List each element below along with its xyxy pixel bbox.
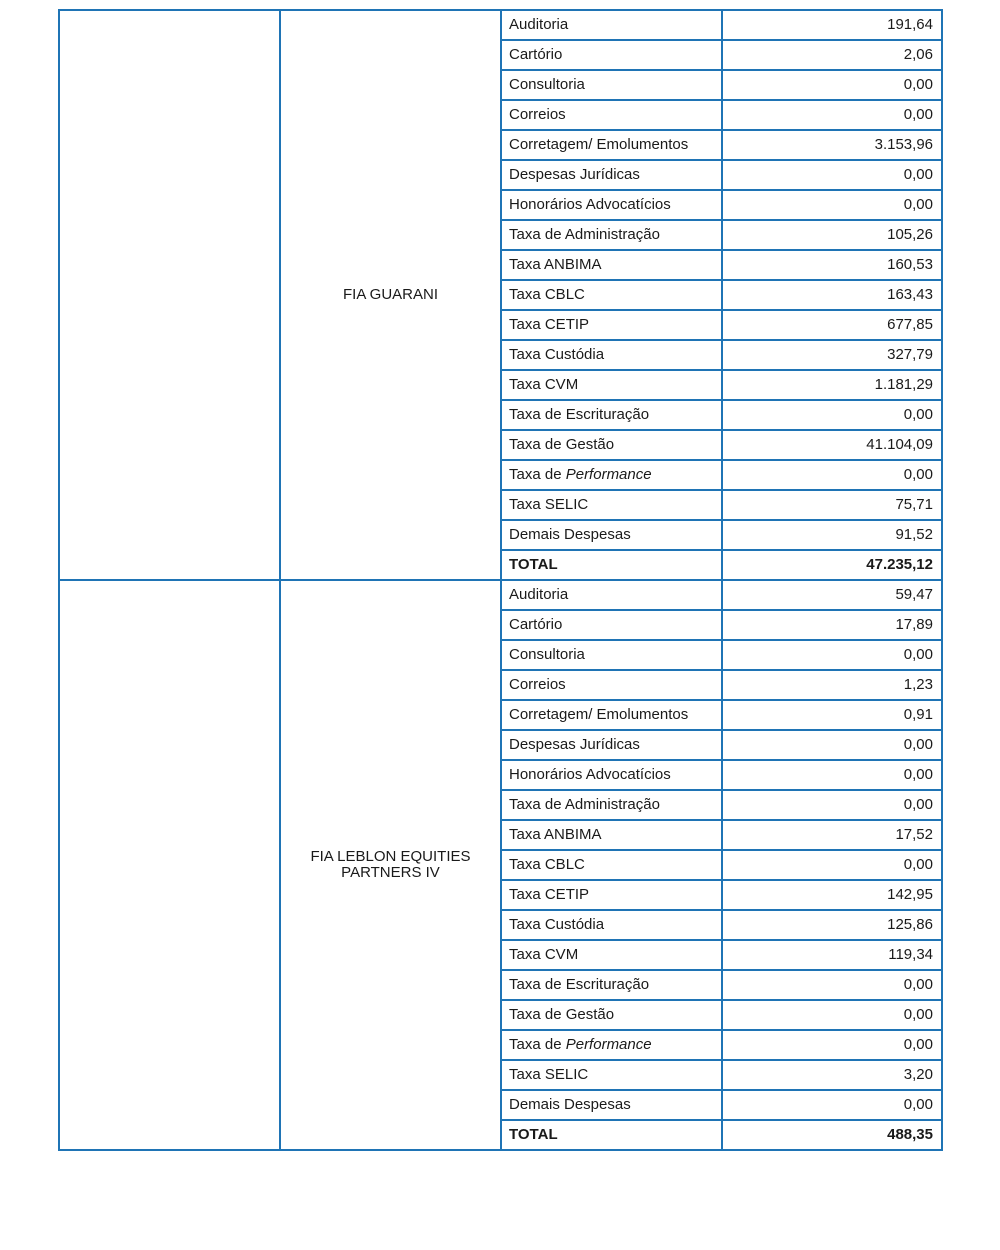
expense-value: 163,43: [722, 280, 942, 310]
expense-label-text: Demais Despesas: [509, 526, 631, 543]
expense-label: [501, 640, 722, 670]
expense-value: 0,00: [722, 70, 942, 100]
expense-label: [501, 310, 722, 340]
expense-value: 0,00: [722, 190, 942, 220]
expense-label: [501, 700, 722, 730]
expense-label: [501, 70, 722, 100]
expense-label: [501, 760, 722, 790]
expense-label: [501, 40, 722, 70]
expense-value: 0,91: [722, 700, 942, 730]
expense-value: 1,23: [722, 670, 942, 700]
expense-label-text: Auditoria: [509, 586, 569, 603]
expense-value: 0,00: [722, 100, 942, 130]
expense-label-text: Consultoria: [509, 76, 585, 93]
expense-label-text: Consultoria: [509, 646, 585, 663]
expense-value: 142,95: [722, 880, 942, 910]
expense-label-text: Taxa de: [509, 466, 566, 483]
expense-value: 0,00: [722, 790, 942, 820]
expense-label: [501, 610, 722, 640]
expense-label-text: Taxa ANBIMA: [509, 256, 602, 273]
expense-label-text: Taxa Custódia: [509, 916, 605, 933]
expense-label-text: Taxa CVM: [509, 376, 579, 393]
expense-label: [501, 1090, 722, 1120]
expense-value: 0,00: [722, 1090, 942, 1120]
expense-label-text: Taxa CBLC: [509, 856, 585, 873]
expense-value: 0,00: [722, 400, 942, 430]
expense-label: [501, 100, 722, 130]
expense-label-text: Taxa CVM: [509, 946, 579, 963]
expense-label: [501, 940, 722, 970]
expense-label: [501, 280, 722, 310]
expense-label: [501, 340, 722, 370]
expense-label-text: Taxa Custódia: [509, 346, 605, 363]
expense-label-text: Taxa de: [509, 1036, 566, 1053]
expense-label: [501, 880, 722, 910]
expense-label-text: Honorários Advocatícios: [509, 196, 671, 213]
expense-label-text: Correios: [509, 676, 566, 693]
expense-label-text: Taxa SELIC: [509, 496, 589, 513]
expense-label-text: Cartório: [509, 616, 563, 633]
empty-cell: [59, 580, 280, 1150]
expense-label: [501, 970, 722, 1000]
expense-value: 125,86: [722, 910, 942, 940]
fund-name: FIA GUARANI: [280, 10, 501, 580]
expense-label-text: Taxa CBLC: [509, 286, 585, 303]
expense-label: [501, 910, 722, 940]
expense-label: [501, 250, 722, 280]
expense-label: [501, 520, 722, 550]
expense-label: [501, 220, 722, 250]
fund-expenses-table: [58, 9, 943, 1151]
expense-label-text: Despesas Jurídicas: [509, 166, 640, 183]
expense-value: 41.104,09: [722, 430, 942, 460]
expense-label: [501, 130, 722, 160]
expense-label: [501, 1060, 722, 1090]
expense-label-text: Taxa de Gestão: [509, 1006, 615, 1023]
total-label: TOTAL: [501, 550, 722, 580]
table-row: [59, 580, 942, 610]
expense-value: 3.153,96: [722, 130, 942, 160]
expense-label-text: Correios: [509, 106, 566, 123]
expense-value: 677,85: [722, 310, 942, 340]
expense-label-text: Despesas Jurídicas: [509, 736, 640, 753]
expense-label-text: Taxa CETIP: [509, 886, 590, 903]
expense-value: 0,00: [722, 970, 942, 1000]
expense-value: 17,89: [722, 610, 942, 640]
expense-value: 3,20: [722, 1060, 942, 1090]
expense-label-text: Taxa ANBIMA: [509, 826, 602, 843]
expense-value: 105,26: [722, 220, 942, 250]
expense-label-text: Taxa de Administração: [509, 796, 660, 813]
expense-value: 160,53: [722, 250, 942, 280]
expense-label-italic: Performance: [565, 1036, 652, 1053]
expense-label-text: Honorários Advocatícios: [509, 766, 671, 783]
expense-value: 0,00: [722, 730, 942, 760]
expense-value: 1.181,29: [722, 370, 942, 400]
expense-label-text: Taxa de Administração: [509, 226, 660, 243]
expense-value: 2,06: [722, 40, 942, 70]
expense-value: 0,00: [722, 1000, 942, 1030]
expense-label: [501, 10, 722, 40]
expense-label-text: Taxa de Escrituração: [509, 976, 650, 993]
empty-cell: [59, 10, 280, 580]
expense-label: [501, 580, 722, 610]
expense-label: [501, 1000, 722, 1030]
expense-value: 75,71: [722, 490, 942, 520]
expense-label: [501, 190, 722, 220]
expense-label: [501, 460, 722, 490]
expense-value: 0,00: [722, 760, 942, 790]
expense-value: 59,47: [722, 580, 942, 610]
expense-label-text: Taxa SELIC: [509, 1066, 589, 1083]
expense-value: 0,00: [722, 640, 942, 670]
fund-name: FIA LEBLON EQUITIES PARTNERS IV: [280, 580, 501, 1150]
expense-label-text: Taxa de Escrituração: [509, 406, 650, 423]
expense-label-text: Taxa de Gestão: [509, 436, 615, 453]
total-value: 47.235,12: [722, 550, 942, 580]
expense-value: 0,00: [722, 850, 942, 880]
total-value: 488,35: [722, 1120, 942, 1150]
table-body: [59, 10, 942, 1150]
total-label: TOTAL: [501, 1120, 722, 1150]
expense-label-text: Demais Despesas: [509, 1096, 631, 1113]
expense-label: [501, 850, 722, 880]
expense-label: [501, 790, 722, 820]
expense-value: 91,52: [722, 520, 942, 550]
expense-value: 0,00: [722, 1030, 942, 1060]
expense-label-text: Cartório: [509, 46, 563, 63]
expense-value: 17,52: [722, 820, 942, 850]
expense-label: [501, 670, 722, 700]
expense-label: [501, 490, 722, 520]
expense-label: [501, 370, 722, 400]
expense-label: [501, 730, 722, 760]
expense-value: 0,00: [722, 460, 942, 490]
expense-label: [501, 160, 722, 190]
expense-value: 0,00: [722, 160, 942, 190]
expense-value: 191,64: [722, 10, 942, 40]
table-row: [59, 10, 942, 40]
expense-label: [501, 400, 722, 430]
expense-label-text: Corretagem/ Emolumentos: [509, 706, 689, 723]
expense-value: 327,79: [722, 340, 942, 370]
expense-label: [501, 1030, 722, 1060]
expense-label-text: Corretagem/ Emolumentos: [509, 136, 689, 153]
expense-value: 119,34: [722, 940, 942, 970]
expense-label-text: Auditoria: [509, 16, 569, 33]
expense-label-italic: Performance: [565, 466, 652, 483]
expense-label: [501, 820, 722, 850]
expense-label: [501, 430, 722, 460]
expense-label-text: Taxa CETIP: [509, 316, 590, 333]
